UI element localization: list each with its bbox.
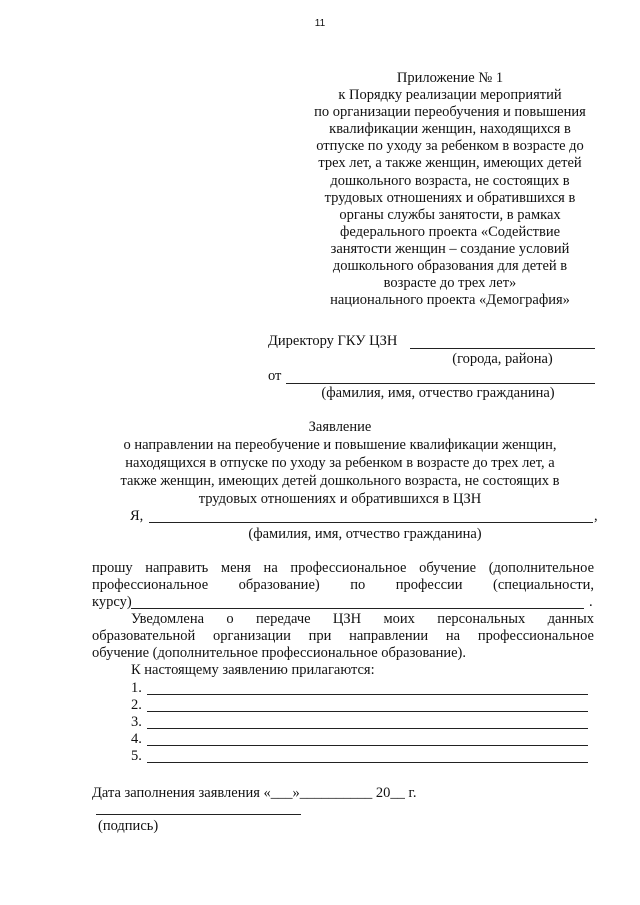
consent-line-3: обучение (дополнительное профессиональное образование).	[92, 645, 466, 661]
attachment-field[interactable]	[147, 728, 588, 729]
consent-word: Уведомлена	[131, 611, 205, 627]
signature-field[interactable]	[96, 814, 301, 815]
appendix-line: федерального проекта «Содействие	[339, 223, 561, 240]
appendix-line: трех лет, а также женщин, имеющих детей	[318, 155, 582, 172]
page-number: 11	[314, 18, 326, 29]
appendix-line: национального проекта «Демография»	[330, 292, 570, 309]
attachment-number: 4.	[131, 731, 142, 747]
request-word: образование)	[238, 577, 320, 593]
consent-word: данных	[547, 611, 594, 627]
appendix-line: квалификации женщин, находящихся в	[329, 121, 571, 138]
appendix-block	[300, 70, 600, 309]
appendix-line: дошкольного образования для детей в	[332, 258, 568, 275]
i-label: Я,	[130, 508, 144, 524]
appendix-line: к Порядку реализации мероприятий	[338, 87, 562, 104]
statement-title: Заявление	[308, 419, 372, 435]
consent-word: направлении	[349, 628, 429, 644]
consent-word: образовательной	[92, 628, 196, 644]
i-hint: (фамилия, имя, отчество гражданина)	[248, 526, 482, 542]
statement-subtitle-line: также женщин, имеющих детей дошкольного возраста, не состоящих в	[120, 473, 560, 489]
request-line-2	[92, 577, 594, 594]
appendix-line: отпуске по уходу за ребенком в возрасте до	[316, 138, 584, 155]
appendix-line: по организации переобучения и повышения	[314, 104, 586, 121]
attachment-number: 2.	[131, 697, 142, 713]
attachment-field[interactable]	[147, 745, 588, 746]
attachment-field[interactable]	[147, 694, 588, 695]
request-line-1: прошу направить меня на профессиональное обучение (дополнительное	[92, 560, 594, 576]
profession-field[interactable]	[131, 608, 584, 609]
attachment-field[interactable]	[147, 762, 588, 763]
attachment-number: 1.	[131, 680, 142, 696]
applicant-name-field[interactable]	[286, 383, 595, 384]
consent-word: о	[226, 611, 234, 627]
consent-word: персональных	[437, 611, 526, 627]
consent-word: профессиональное	[477, 628, 594, 644]
attachment-number: 3.	[131, 714, 142, 730]
date-line: Дата заполнения заявления «___»__________ 20__ г.	[92, 785, 417, 801]
statement-subtitle-line: трудовых отношениях и обратившихся в ЦЗН	[198, 491, 482, 507]
statement-subtitle-line: находящихся в отпуске по уходу за ребенком в возрасте до трех лет, а	[125, 455, 555, 471]
signature-hint: (подпись)	[98, 818, 159, 834]
attachments-label: К настоящему заявлению прилагаются:	[131, 662, 375, 678]
attachment-number: 5.	[131, 748, 142, 764]
appendix-line: Приложение № 1	[396, 70, 504, 86]
request-word: по	[350, 577, 366, 593]
attachment-field[interactable]	[147, 711, 588, 712]
appendix-line: дошкольного возраста, не состоящих в	[330, 172, 570, 189]
consent-word: при	[308, 628, 332, 644]
request-line-3-end: .	[589, 594, 593, 610]
city-hint: (города, района)	[452, 351, 553, 367]
appendix-line: занятости женщин – создание условий	[330, 240, 570, 257]
consent-word: передаче	[255, 611, 311, 627]
appendix-line: трудовых отношениях и обратившихся в	[324, 189, 576, 206]
appendix-line: возрасте до трех лет»	[383, 275, 517, 292]
full-name-field[interactable]	[149, 522, 593, 523]
consent-line-1	[131, 611, 594, 628]
request-word: профессиональное	[92, 577, 209, 593]
consent-line-2	[92, 628, 594, 645]
appendix-line: органы службы занятости, в рамках	[339, 206, 561, 223]
consent-word: на	[445, 628, 461, 644]
i-comma: ,	[594, 508, 598, 524]
consent-word: ЦЗН	[332, 611, 362, 627]
request-line-3-start: курсу)	[92, 594, 132, 610]
request-word: профессии	[395, 577, 463, 593]
consent-word: моих	[383, 611, 415, 627]
from-label: от	[268, 368, 282, 384]
statement-subtitle-line: о направлении на переобучение и повышение квалификации женщин,	[123, 437, 557, 453]
director-name-field[interactable]	[410, 348, 595, 349]
consent-word: организации	[213, 628, 291, 644]
from-hint: (фамилия, имя, отчество гражданина)	[321, 385, 555, 401]
request-word: (специальности,	[493, 577, 594, 593]
director-label: Директору ГКУ ЦЗН	[268, 333, 398, 349]
